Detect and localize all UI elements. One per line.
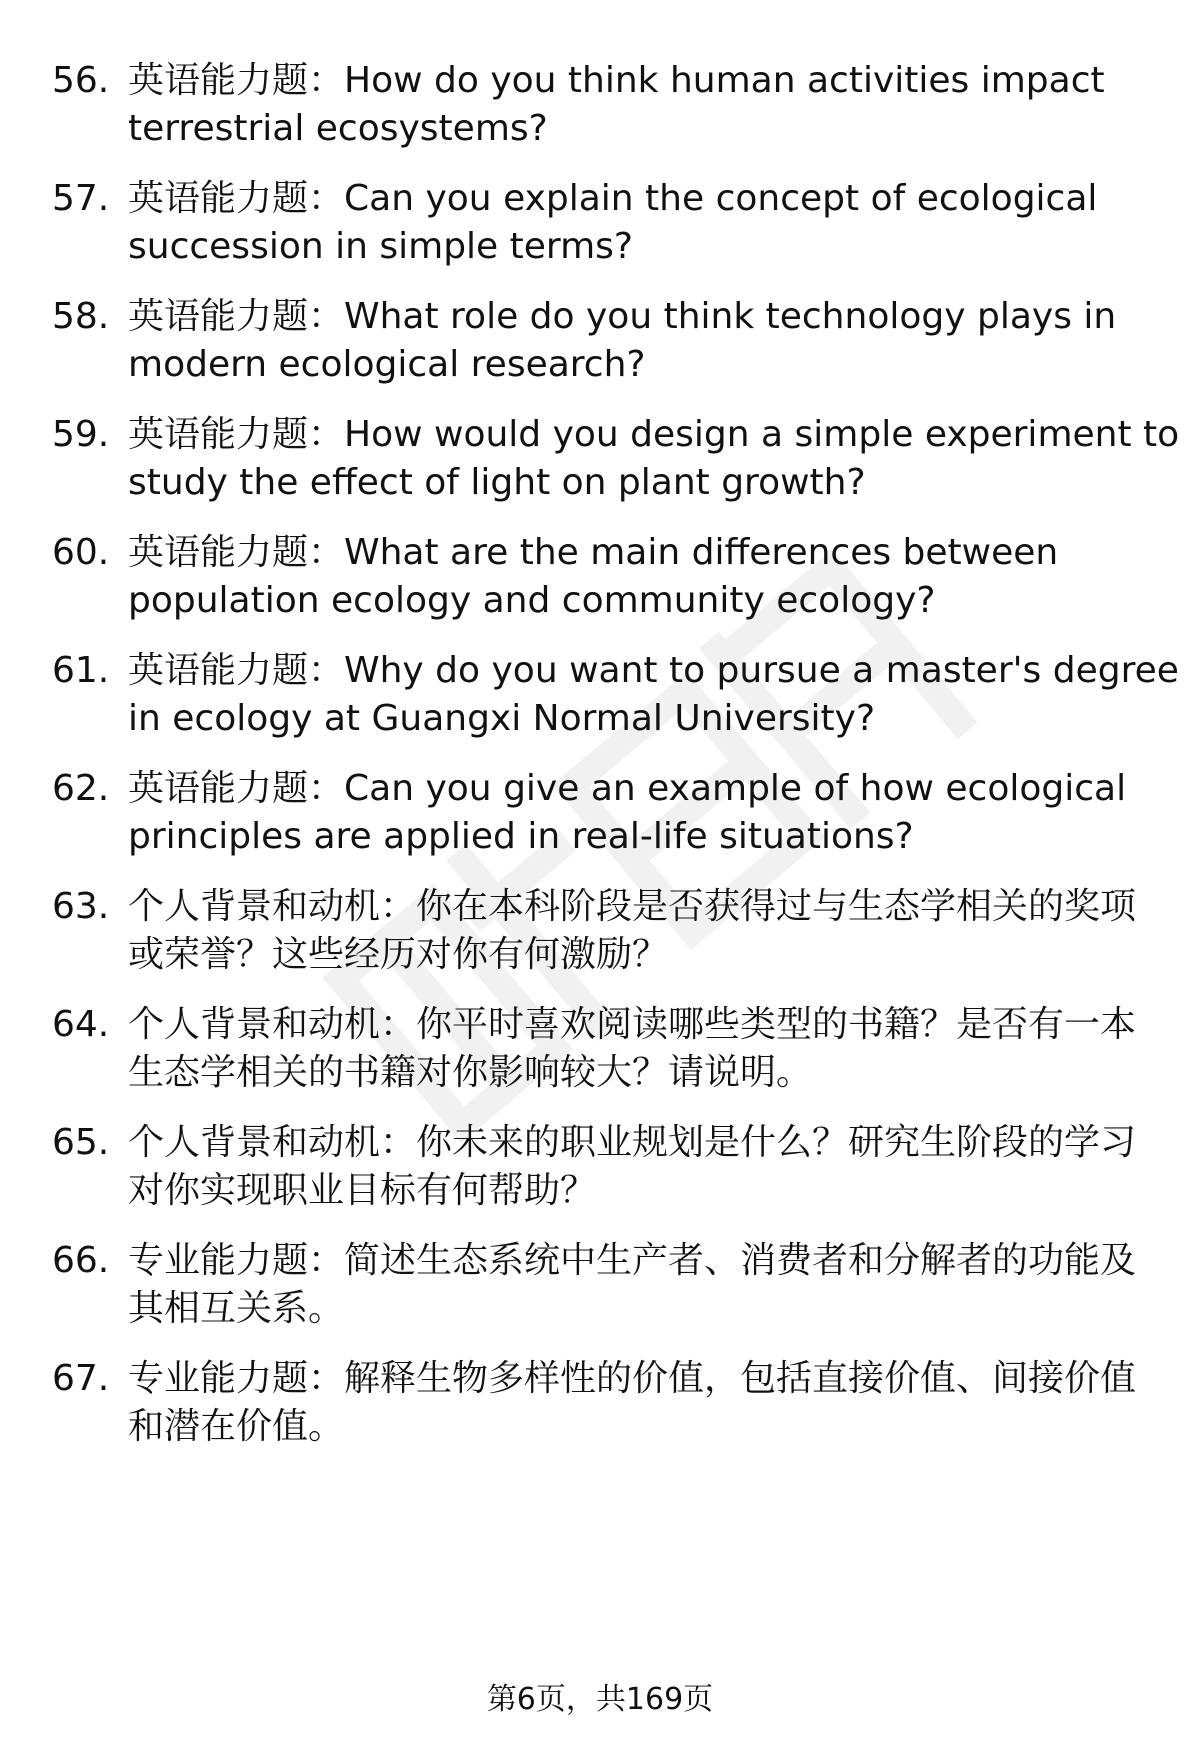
question-text: [128, 529, 1200, 625]
question-number: 59.: [52, 414, 110, 455]
question-item: [52, 529, 1162, 625]
question-category: 英语能力题：: [128, 296, 345, 337]
question-item: [52, 293, 1162, 389]
question-text: [128, 411, 1200, 507]
question-category: 英语能力题：: [128, 60, 345, 101]
question-text: [128, 883, 1200, 979]
question-line-1: 你在本科阶段是否获得过与生态学相关的奖项: [416, 886, 1137, 927]
question-text: [128, 293, 1200, 389]
question-category: 英语能力题：: [128, 768, 345, 809]
question-line-2: 对你实现职业目标有何帮助？: [128, 1170, 597, 1211]
question-category: 专业能力题：: [128, 1240, 345, 1281]
question-line-2: population ecology and community ecology?: [128, 580, 936, 621]
question-number: 67.: [52, 1358, 110, 1399]
question-number: 62.: [52, 768, 110, 809]
question-line-1: Can you give an example of how ecological: [344, 768, 1127, 809]
question-category: 个人背景和动机：: [128, 886, 417, 927]
question-text: [128, 647, 1200, 743]
question-text: [128, 175, 1200, 271]
question-number: 58.: [52, 296, 110, 337]
question-line-2: 和潜在价值。: [128, 1406, 345, 1447]
question-text: [128, 765, 1200, 861]
question-text: [128, 1355, 1200, 1451]
question-item: [52, 1001, 1162, 1097]
question-item: [52, 411, 1180, 507]
question-number: 56.: [52, 60, 110, 101]
question-line-1: How do you think human activities impact: [344, 60, 1105, 101]
question-category: 英语能力题：: [128, 532, 345, 573]
question-category: 个人背景和动机：: [128, 1122, 417, 1163]
question-item: [52, 883, 1162, 979]
question-line-1: 你平时喜欢阅读哪些类型的书籍？是否有一本: [416, 1004, 1137, 1045]
question-item: [52, 765, 1162, 861]
question-line-1: What role do you think technology plays in: [344, 296, 1117, 337]
question-line-2: 或荣誉？这些经历对你有何激励？: [128, 934, 669, 975]
question-number: 60.: [52, 532, 110, 573]
question-number: 61.: [52, 650, 110, 691]
question-item: [52, 175, 1162, 271]
question-number: 64.: [52, 1004, 110, 1045]
question-line-1: Can you explain the concept of ecological: [344, 178, 1098, 219]
question-number: 65.: [52, 1122, 110, 1163]
question-line-2: principles are applied in real-life situations?: [128, 816, 914, 857]
question-item: [52, 1355, 1162, 1451]
question-text: [128, 1237, 1200, 1333]
question-number: 57.: [52, 178, 110, 219]
question-text: [128, 1001, 1200, 1097]
question-number: 66.: [52, 1240, 110, 1281]
question-item: [52, 57, 1162, 153]
question-line-1: What are the main differences between: [344, 532, 1059, 573]
question-line-2: in ecology at Guangxi Normal University?: [128, 698, 876, 739]
question-category: 英语能力题：: [128, 414, 345, 455]
question-line-2: terrestrial ecosystems?: [128, 108, 548, 149]
question-line-1: 你未来的职业规划是什么？研究生阶段的学习: [416, 1122, 1137, 1163]
question-category: 专业能力题：: [128, 1358, 345, 1399]
question-item: [52, 1119, 1162, 1215]
question-item: [52, 1237, 1162, 1333]
page-footer: [0, 1680, 1200, 1720]
question-line-2: study the effect of light on plant growth?: [128, 462, 866, 503]
question-item: [52, 647, 1179, 743]
question-text: [128, 1119, 1200, 1215]
question-category: 英语能力题：: [128, 650, 345, 691]
question-category: 个人背景和动机：: [128, 1004, 417, 1045]
question-category: 英语能力题：: [128, 178, 345, 219]
question-text: [128, 57, 1200, 153]
page-number-label: 第6页，共169页: [486, 1682, 714, 1717]
question-line-1: 解释生物多样性的价值，包括直接价值、间接价值: [344, 1358, 1137, 1399]
question-line-1: Why do you want to pursue a master's degree: [344, 650, 1179, 691]
question-line-2: modern ecological research?: [128, 344, 646, 385]
question-line-1: 简述生态系统中生产者、消费者和分解者的功能及: [344, 1240, 1137, 1281]
question-line-2: 生态学相关的书籍对你影响较大？请说明。: [128, 1052, 813, 1093]
question-line-1: How would you design a simple experiment to: [344, 414, 1180, 455]
question-line-2: succession in simple terms?: [128, 226, 634, 267]
question-number: 63.: [52, 886, 110, 927]
question-line-2: 其相互关系。: [128, 1288, 345, 1329]
